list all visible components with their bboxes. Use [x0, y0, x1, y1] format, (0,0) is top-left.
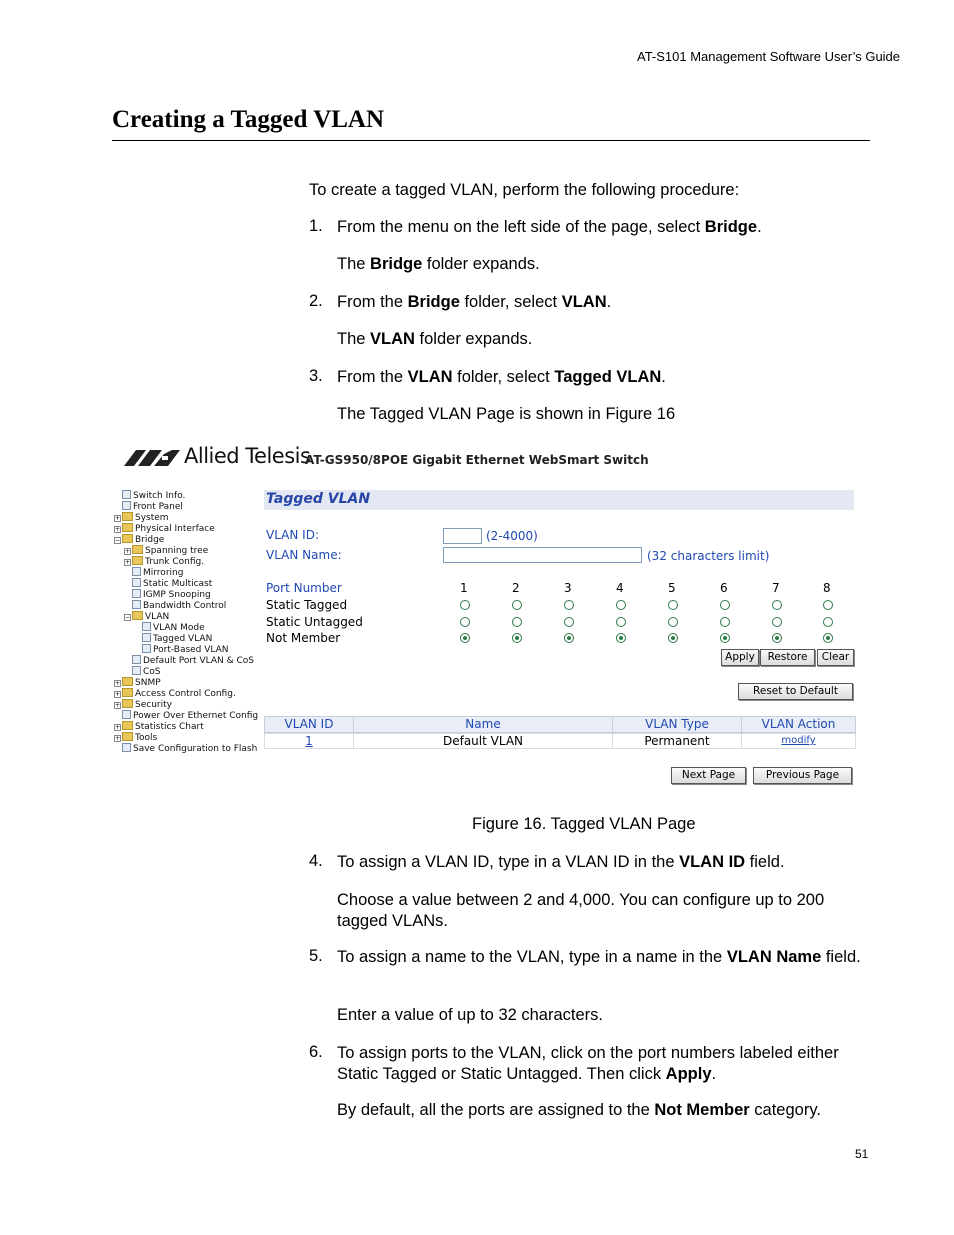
tree-item-spanning-tree[interactable]: + Spanning tree	[125, 546, 209, 556]
folder-icon	[132, 611, 143, 620]
not-member-label: Not Member	[266, 631, 341, 645]
step-number: 6.	[309, 1043, 323, 1061]
radio-tagged-port-6[interactable]	[720, 600, 730, 610]
tree-item-mirroring[interactable]: Mirroring	[132, 567, 183, 579]
collapse-icon[interactable]: −	[115, 537, 121, 544]
tree-item-cos[interactable]: CoS	[132, 666, 161, 678]
static-untagged-label: Static Untagged	[266, 615, 363, 629]
page-icon	[132, 600, 141, 609]
row-name: Default VLAN	[353, 733, 613, 749]
product-name: AT-GS950/8POE Gigabit Ethernet WebSmart Switch	[305, 453, 649, 467]
logo-text: Allied Telesis	[184, 444, 311, 468]
tree-item-bandwidth-control[interactable]: Bandwidth Control	[132, 600, 226, 612]
tree-item-access-control[interactable]: + Access Control Config.	[115, 689, 236, 699]
static-tagged-label: Static Tagged	[266, 598, 348, 612]
expand-icon[interactable]: +	[115, 702, 121, 709]
apply-button[interactable]: Apply	[721, 649, 759, 666]
radio-untagged-port-2[interactable]	[512, 617, 522, 627]
expand-icon[interactable]: +	[115, 526, 121, 533]
tree-item-bridge[interactable]: − Bridge	[115, 535, 165, 545]
radio-notmember-port-6[interactable]	[720, 633, 730, 643]
allied-telesis-logo-icon	[124, 448, 182, 468]
step-text: To assign a name to the VLAN, type in a name in the VLAN Name field.	[337, 948, 861, 966]
figure-caption: Figure 16. Tagged VLAN Page	[472, 815, 696, 833]
page-icon	[132, 589, 141, 598]
folder-icon	[122, 512, 133, 521]
col-vlan-type: VLAN Type	[612, 716, 742, 733]
folder-icon	[122, 688, 133, 697]
tree-item-poe-config[interactable]: Power Over Ethernet Config	[122, 710, 258, 722]
tree-item-tools[interactable]: + Tools	[115, 733, 158, 743]
tree-item-statistics-chart[interactable]: + Statistics Chart	[115, 722, 204, 732]
next-page-button[interactable]: Next Page	[671, 767, 746, 784]
vlan-id-hint: (2-4000)	[486, 529, 538, 543]
page-icon	[142, 644, 151, 653]
previous-page-button[interactable]: Previous Page	[753, 767, 852, 784]
port-7-label: 7	[772, 581, 780, 595]
tree-item-switch-info[interactable]: Switch Info.	[122, 490, 185, 502]
expand-icon[interactable]: +	[115, 735, 121, 742]
port-6-label: 6	[720, 581, 728, 595]
col-vlan-action: VLAN Action	[741, 716, 856, 733]
step-text: From the menu on the left side of the page, select Bridge.	[337, 218, 762, 236]
tree-item-tagged-vlan[interactable]: Tagged VLAN	[142, 633, 212, 645]
radio-tagged-port-7[interactable]	[772, 600, 782, 610]
page-icon	[142, 622, 151, 631]
tree-item-front-panel[interactable]: Front Panel	[122, 501, 183, 513]
radio-tagged-port-5[interactable]	[668, 600, 678, 610]
expand-icon[interactable]: +	[115, 515, 121, 522]
title-rule	[112, 140, 870, 141]
vlan-name-label: VLAN Name:	[266, 548, 342, 562]
step-number: 5.	[309, 947, 323, 965]
port-8-label: 8	[823, 581, 831, 595]
folder-icon	[122, 523, 133, 532]
vlan-name-input[interactable]	[443, 547, 642, 563]
tree-item-default-port-vlan[interactable]: Default Port VLAN & CoS	[132, 655, 254, 667]
tree-item-trunk-config[interactable]: + Trunk Config.	[125, 557, 205, 567]
radio-notmember-port-5[interactable]	[668, 633, 678, 643]
page-icon	[122, 710, 131, 719]
radio-notmember-port-1[interactable]	[460, 633, 470, 643]
step-number: 2.	[309, 292, 323, 310]
port-5-label: 5	[668, 581, 676, 595]
port-4-label: 4	[616, 581, 624, 595]
restore-button[interactable]: Restore	[760, 649, 815, 666]
step-number: 3.	[309, 367, 323, 385]
step-number: 4.	[309, 852, 323, 870]
step-note: Choose a value between 2 and 4,000. You can configure up to 200 tagged VLANs.	[337, 891, 825, 930]
expand-icon[interactable]: +	[115, 680, 121, 687]
collapse-icon[interactable]: −	[125, 614, 131, 621]
tree-item-physical-interface[interactable]: + Physical Interface	[115, 524, 215, 534]
folder-icon	[122, 721, 133, 730]
tree-item-snmp[interactable]: + SNMP	[115, 678, 161, 688]
folder-icon	[132, 545, 143, 554]
tree-item-vlan-mode[interactable]: VLAN Mode	[142, 622, 205, 634]
radio-tagged-port-1[interactable]	[460, 600, 470, 610]
radio-notmember-port-4[interactable]	[616, 633, 626, 643]
tree-item-system[interactable]: + System	[115, 513, 169, 523]
vlan-id-input[interactable]	[443, 528, 482, 544]
expand-icon[interactable]: +	[115, 691, 121, 698]
page-icon	[142, 633, 151, 642]
radio-untagged-port-5[interactable]	[668, 617, 678, 627]
radio-notmember-port-7[interactable]	[772, 633, 782, 643]
step-note: Enter a value of up to 32 characters.	[337, 1006, 603, 1024]
radio-notmember-port-8[interactable]	[823, 633, 833, 643]
folder-icon	[122, 534, 133, 543]
row-vlan-id-link[interactable]: 1	[264, 733, 354, 749]
page-icon	[122, 490, 131, 499]
radio-tagged-port-4[interactable]	[616, 600, 626, 610]
tree-item-security[interactable]: + Security	[115, 700, 172, 710]
section-title: Creating a Tagged VLAN	[112, 106, 385, 133]
step-text: To assign a VLAN ID, type in a VLAN ID in the VLAN ID field.	[337, 853, 785, 871]
expand-icon[interactable]: +	[125, 548, 131, 555]
tree-item-static-multicast[interactable]: Static Multicast	[132, 578, 212, 590]
step-number: 1.	[309, 217, 323, 235]
step-text: To assign ports to the VLAN, click on the port numbers labeled either Static Tagged or Static Untagged. Then click Apply.	[337, 1044, 839, 1083]
radio-notmember-port-2[interactable]	[512, 633, 522, 643]
step-note: By default, all the ports are assigned to the Not Member category.	[337, 1101, 821, 1119]
port-number-label: Port Number	[266, 581, 342, 595]
page-icon	[122, 743, 131, 752]
figure-screenshot	[112, 440, 862, 790]
vlan-id-label: VLAN ID:	[266, 528, 319, 542]
page-icon	[132, 567, 141, 576]
folder-icon	[122, 732, 133, 741]
folder-icon	[122, 677, 133, 686]
expand-icon[interactable]: +	[125, 559, 131, 566]
radio-untagged-port-3[interactable]	[564, 617, 574, 627]
col-name: Name	[353, 716, 613, 733]
radio-untagged-port-1[interactable]	[460, 617, 470, 627]
page-icon	[132, 578, 141, 587]
col-vlan-id: VLAN ID	[264, 716, 354, 733]
port-2-label: 2	[512, 581, 520, 595]
step-text: From the VLAN folder, select Tagged VLAN.	[337, 368, 666, 386]
port-1-label: 1	[460, 581, 468, 595]
radio-tagged-port-3[interactable]	[564, 600, 574, 610]
radio-tagged-port-2[interactable]	[512, 600, 522, 610]
page-icon	[132, 666, 141, 675]
step-note: The Bridge folder expands.	[337, 255, 540, 273]
radio-untagged-port-4[interactable]	[616, 617, 626, 627]
row-vlan-type: Permanent	[612, 733, 742, 749]
radio-notmember-port-3[interactable]	[564, 633, 574, 643]
clear-button[interactable]: Clear	[817, 649, 854, 666]
panel-title: Tagged VLAN	[266, 491, 371, 507]
page-number: 51	[855, 1147, 869, 1161]
vlan-name-hint: (32 characters limit)	[647, 549, 770, 563]
page-icon	[132, 655, 141, 664]
intro-text: To create a tagged VLAN, perform the following procedure:	[309, 181, 740, 199]
step-text: From the Bridge folder, select VLAN.	[337, 293, 612, 311]
radio-untagged-port-7[interactable]	[772, 617, 782, 627]
folder-icon	[122, 699, 133, 708]
step-note: The VLAN folder expands.	[337, 330, 533, 348]
folder-icon	[132, 556, 143, 565]
radio-tagged-port-8[interactable]	[823, 600, 833, 610]
running-header: AT-S101 Management Software User’s Guide	[637, 49, 901, 64]
tree-item-save-config[interactable]: Save Configuration to Flash	[122, 743, 257, 755]
reset-to-default-button[interactable]: Reset to Default	[738, 683, 853, 700]
modify-link[interactable]: modify	[741, 733, 856, 749]
tree-item-vlan[interactable]: − VLAN	[125, 612, 170, 622]
radio-untagged-port-6[interactable]	[720, 617, 730, 627]
tree-item-igmp-snooping[interactable]: IGMP Snooping	[132, 589, 211, 601]
page-icon	[122, 501, 131, 510]
radio-untagged-port-8[interactable]	[823, 617, 833, 627]
step-note: The Tagged VLAN Page is shown in Figure 16	[337, 405, 676, 423]
panel-title-bar	[264, 490, 854, 510]
port-3-label: 3	[564, 581, 572, 595]
expand-icon[interactable]: +	[115, 724, 121, 731]
tree-item-port-based-vlan[interactable]: Port-Based VLAN	[142, 644, 229, 656]
